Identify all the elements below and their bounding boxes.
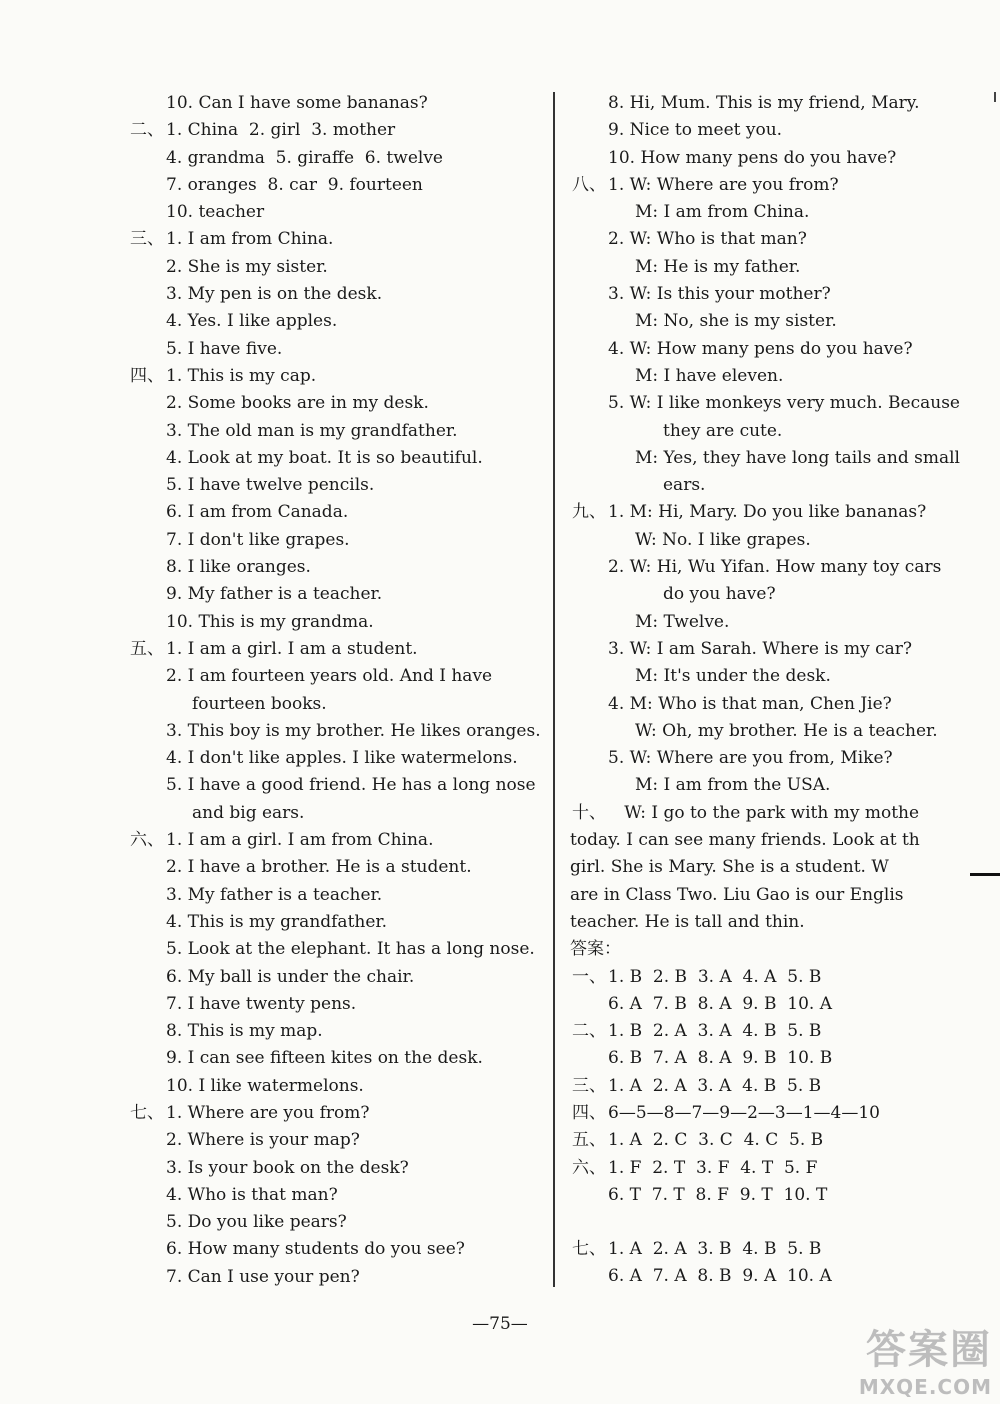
line-text: 4. W: How many pens do you have?: [608, 338, 913, 359]
line-text: 9. Nice to meet you.: [608, 120, 783, 141]
text-line: [570, 199, 990, 226]
text-line: [128, 90, 543, 117]
text-line: [128, 308, 543, 335]
text-line: [570, 882, 990, 909]
text-line: [570, 827, 990, 854]
text-line: [128, 554, 543, 581]
line-text: 9. My father is a teacher.: [166, 584, 383, 605]
line-text: 1. A 2. A 3. B 4. B 5. B: [608, 1239, 822, 1260]
line-text: 10. This is my grandma.: [166, 611, 374, 632]
text-line: [128, 772, 543, 799]
line-text: 1. China 2. girl 3. mother: [166, 120, 396, 141]
text-line: [128, 1264, 543, 1291]
text-line: [128, 1236, 543, 1263]
line-text: 2. She is my sister.: [166, 256, 328, 277]
text-line: [128, 909, 543, 936]
line-text: 1. F 2. T 3. F 4. T 5. F: [608, 1157, 818, 1178]
line-text: M: He is my father.: [635, 256, 801, 277]
text-line: [128, 527, 543, 554]
section-number: 三、: [130, 229, 164, 250]
text-line: [570, 445, 990, 472]
text-line: [128, 882, 543, 909]
line-text: 4. I don't like apples. I like watermelons.: [166, 748, 518, 769]
text-line: [128, 745, 543, 772]
line-text: 1. A 2. C 3. C 4. C 5. B: [608, 1130, 824, 1151]
text-line: [128, 636, 543, 663]
section-number: 四、: [572, 1102, 606, 1123]
line-text: M: Yes, they have long tails and small: [635, 447, 960, 468]
text-line: [570, 609, 990, 636]
line-text: 2. I have a brother. He is a student.: [166, 857, 472, 878]
line-text: and big ears.: [192, 802, 305, 823]
line-text: 1. I am from China.: [166, 229, 334, 250]
line-text: 5. Do you like pears?: [166, 1212, 347, 1233]
text-line: [128, 827, 543, 854]
line-text: 2. W: Who is that man?: [608, 229, 807, 250]
text-line: [128, 281, 543, 308]
line-text: 2. Where is your map?: [166, 1130, 360, 1151]
spacer: [570, 1209, 990, 1236]
section-number: 二、: [572, 1021, 606, 1042]
line-text: 9. I can see fifteen kites on the desk.: [166, 1048, 483, 1069]
line-text: M: It's under the desk.: [635, 666, 831, 687]
text-line: [570, 308, 990, 335]
text-line: [128, 718, 543, 745]
text-line: [570, 1018, 990, 1045]
line-text: 1. A 2. A 3. A 4. B 5. B: [608, 1075, 822, 1096]
text-line: [570, 554, 990, 581]
text-line: [570, 964, 990, 991]
text-line: [128, 581, 543, 608]
text-line: [128, 663, 543, 690]
line-text: do you have?: [663, 584, 776, 605]
text-line: [128, 336, 543, 363]
line-text: 1. This is my cap.: [166, 365, 317, 386]
line-text: 2. Some books are in my desk.: [166, 393, 429, 414]
line-text: 5. W: Where are you from, Mike?: [608, 748, 893, 769]
line-text: 3. W: Is this your mother?: [608, 284, 831, 305]
text-line: [128, 1127, 543, 1154]
line-text: M: No, she is my sister.: [635, 311, 837, 332]
line-text: 1. I am a girl. I am a student.: [166, 638, 418, 659]
text-line: [570, 581, 990, 608]
line-text: 10. I like watermelons.: [166, 1075, 364, 1096]
line-text: W: I go to the park with my mothe: [608, 802, 920, 823]
line-text: 4. Who is that man?: [166, 1184, 338, 1205]
line-text: 6. How many students do you see?: [166, 1239, 465, 1260]
text-line: [128, 691, 543, 718]
text-line: [128, 145, 543, 172]
text-line: [128, 172, 543, 199]
text-line: [128, 117, 543, 144]
section-number: 三、: [572, 1075, 606, 1096]
text-line: [128, 800, 543, 827]
text-line: [570, 172, 990, 199]
text-line: [128, 254, 543, 281]
line-text: 1. Where are you from?: [166, 1102, 370, 1123]
section-number: 八、: [572, 174, 606, 195]
line-text: 5. I have a good friend. He has a long nose: [166, 775, 536, 796]
line-text: 5. I have five.: [166, 338, 283, 359]
line-text: 3. The old man is my grandfather.: [166, 420, 458, 441]
text-line: [128, 1045, 543, 1072]
section-number: 六、: [572, 1157, 606, 1178]
section-number: 五、: [130, 638, 164, 659]
text-line: [128, 199, 543, 226]
line-text: today. I can see many friends. Look at th: [570, 830, 920, 851]
line-text: 4. Yes. I like apples.: [166, 311, 338, 332]
line-text: 答案：: [570, 939, 621, 960]
text-line: [570, 936, 990, 963]
text-line: [128, 854, 543, 881]
line-text: 3. Is your book on the desk?: [166, 1157, 409, 1178]
line-text: 10. Can I have some bananas?: [166, 93, 428, 113]
line-text: fourteen books.: [192, 693, 327, 714]
section-number: 五、: [572, 1130, 606, 1151]
line-text: 6. B 7. A 8. A 9. B 10. B: [608, 1048, 833, 1069]
line-text: 6. I am from Canada.: [166, 502, 349, 523]
line-text: 1. I am a girl. I am from China.: [166, 830, 434, 851]
text-line: [128, 226, 543, 253]
text-line: [570, 745, 990, 772]
line-text: 1. B 2. B 3. A 4. A 5. B: [608, 966, 822, 987]
column-divider: [553, 92, 555, 1287]
line-text: 6—5—8—7—9—2—3—1—4—10: [608, 1102, 880, 1123]
line-text: W: No. I like grapes.: [635, 529, 811, 550]
text-line: [570, 1045, 990, 1072]
text-line: [570, 145, 990, 172]
line-text: 7. I have twenty pens.: [166, 993, 357, 1014]
text-line: [128, 991, 543, 1018]
text-line: [570, 390, 990, 417]
line-text: M: I have eleven.: [635, 365, 784, 386]
line-text: 8. This is my map.: [166, 1021, 323, 1042]
section-number: 四、: [130, 365, 164, 386]
line-text: 6. A 7. A 8. B 9. A 10. A: [608, 1266, 832, 1287]
line-text: 4. M: Who is that man, Chen Jie?: [608, 693, 892, 714]
text-line: [570, 663, 990, 690]
text-line: [570, 1263, 990, 1290]
line-text: teacher. He is tall and thin.: [570, 911, 805, 932]
text-line: [570, 636, 990, 663]
text-line: [570, 909, 990, 936]
text-line: [570, 772, 990, 799]
line-text: 5. Look at the elephant. It has a long nose.: [166, 939, 535, 960]
text-line: [570, 117, 990, 144]
line-text: 4. This is my grandfather.: [166, 911, 388, 932]
text-line: [128, 1073, 543, 1100]
line-text: M: I am from the USA.: [635, 775, 831, 796]
text-line: [128, 363, 543, 390]
line-text: 2. W: Hi, Wu Yifan. How many toy cars: [608, 557, 942, 578]
text-line: [128, 1182, 543, 1209]
text-line: [570, 854, 990, 881]
text-line: [128, 609, 543, 636]
text-line: [570, 254, 990, 281]
text-line: [570, 1182, 990, 1209]
line-text: M: I am from China.: [635, 202, 810, 223]
text-line: [570, 527, 990, 554]
watermark-line2: MXQE.COM: [858, 1375, 992, 1399]
text-line: [570, 418, 990, 445]
line-text: 6. My ball is under the chair.: [166, 966, 415, 987]
text-line: [570, 472, 990, 499]
text-line: [128, 418, 543, 445]
text-line: [570, 226, 990, 253]
text-line: [128, 472, 543, 499]
line-text: 3. My pen is on the desk.: [166, 284, 383, 305]
section-number: 七、: [572, 1239, 606, 1260]
line-text: M: Twelve.: [635, 611, 730, 632]
section-number: 七、: [130, 1102, 164, 1123]
text-line: [128, 964, 543, 991]
text-line: [570, 1100, 990, 1127]
line-text: girl. She is Mary. She is a student. W: [570, 857, 889, 878]
line-text: 4. grandma 5. giraffe 6. twelve: [166, 147, 443, 168]
text-line: [128, 1100, 543, 1127]
line-text: 6. A 7. B 8. A 9. B 10. A: [608, 993, 832, 1014]
page-number: —75—: [472, 1314, 528, 1334]
section-number: 二、: [130, 120, 164, 141]
edge-tab-marker: [970, 873, 1000, 876]
line-text: 2. I am fourteen years old. And I have: [166, 666, 493, 687]
text-line: [128, 936, 543, 963]
line-text: 4. Look at my boat. It is so beautiful.: [166, 447, 483, 468]
line-text: 8. Hi, Mum. This is my friend, Mary.: [608, 93, 920, 113]
text-line: [570, 1155, 990, 1182]
line-text: 1. M: Hi, Mary. Do you like bananas?: [608, 502, 927, 523]
section-number: 一、: [572, 966, 606, 987]
text-line: [128, 445, 543, 472]
line-text: 7. oranges 8. car 9. fourteen: [166, 174, 423, 195]
section-number: 六、: [130, 830, 164, 851]
section-number: 九、: [572, 502, 606, 523]
watermark-logo: [859, 1318, 992, 1399]
text-line: [128, 390, 543, 417]
line-text: ears.: [663, 475, 706, 496]
section-number: 十、: [572, 802, 606, 823]
text-line: [570, 281, 990, 308]
text-line: [570, 1236, 990, 1263]
text-line: [570, 991, 990, 1018]
text-line: [128, 499, 543, 526]
left-column: [128, 90, 543, 1291]
right-column: [570, 90, 990, 1291]
line-text: 3. My father is a teacher.: [166, 884, 383, 905]
watermark-line1: 答案圈: [866, 1327, 992, 1373]
line-text: they are cute.: [663, 420, 783, 441]
text-line: [128, 1018, 543, 1045]
line-text: 1. B 2. A 3. A 4. B 5. B: [608, 1021, 822, 1042]
line-text: 3. This boy is my brother. He likes oranges.: [166, 720, 541, 741]
line-text: are in Class Two. Liu Gao is our Englis: [570, 884, 904, 905]
line-text: 8. I like oranges.: [166, 557, 311, 578]
line-text: 1. W: Where are you from?: [608, 174, 839, 195]
line-text: 10. teacher: [166, 202, 265, 223]
line-text: 7. I don't like grapes.: [166, 529, 350, 550]
text-line: [128, 1209, 543, 1236]
line-text: 7. Can I use your pen?: [166, 1266, 360, 1287]
text-line: [570, 691, 990, 718]
edge-mark: [994, 92, 996, 102]
line-text: 6. T 7. T 8. F 9. T 10. T: [608, 1184, 828, 1205]
line-text: 10. How many pens do you have?: [608, 147, 897, 168]
text-line: [570, 1073, 990, 1100]
text-line: [570, 499, 990, 526]
line-text: W: Oh, my brother. He is a teacher.: [635, 720, 938, 741]
line-text: 3. W: I am Sarah. Where is my car?: [608, 638, 912, 659]
text-line: [570, 363, 990, 390]
text-line: [570, 1127, 990, 1154]
line-text: 5. W: I like monkeys very much. Because: [608, 393, 960, 414]
text-line: [570, 90, 990, 117]
text-line: [128, 1155, 543, 1182]
text-line: [570, 800, 990, 827]
text-line: [570, 336, 990, 363]
line-text: 5. I have twelve pencils.: [166, 475, 375, 496]
text-line: [570, 718, 990, 745]
